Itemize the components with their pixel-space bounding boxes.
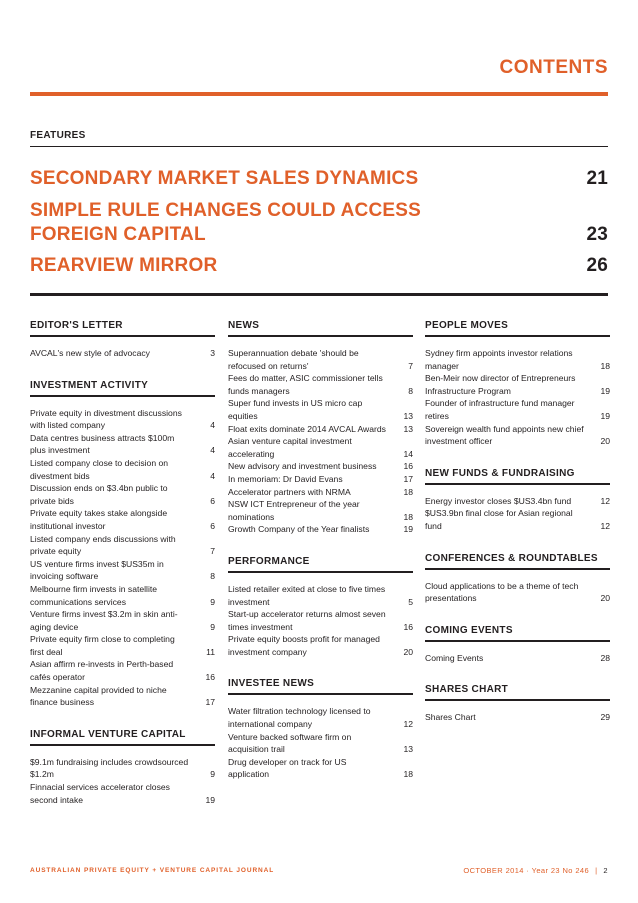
footer-page-number: 2	[603, 866, 608, 875]
section-shares-chart	[425, 684, 610, 724]
toc-entry-title: Asian venture capital investment accelerating	[228, 436, 352, 459]
section-heading: PERFORMANCE	[228, 556, 413, 573]
toc-entry[interactable]	[425, 372, 610, 397]
toc-entry-page: 3	[210, 348, 215, 358]
toc-entry-page: 8	[408, 385, 413, 396]
toc-entry[interactable]	[30, 407, 215, 432]
toc-entry-title: Private equity firm close to completing first deal	[30, 634, 175, 657]
toc-entry-page: 17	[403, 473, 413, 484]
toc-entry-page: 19	[600, 410, 610, 421]
toc-entry-page: 14	[403, 448, 413, 459]
features-divider	[30, 146, 608, 147]
toc-entry[interactable]	[30, 432, 215, 457]
section-heading: INVESTMENT ACTIVITY	[30, 380, 215, 397]
toc-entry-title: Discussion ends on $3.4bn public to private bids	[30, 483, 168, 506]
footer-separator: |	[595, 866, 598, 875]
contents-column-1	[30, 320, 215, 826]
toc-entry[interactable]	[30, 583, 215, 608]
toc-entry-page: 18	[403, 486, 413, 497]
toc-entry[interactable]	[30, 482, 215, 507]
toc-entry-title: Listed company close to decision on divestment bids	[30, 457, 169, 481]
toc-entry-page: 19	[205, 794, 215, 805]
toc-entry-title: In memoriam: Dr David Evans	[228, 473, 343, 484]
toc-entry[interactable]	[228, 731, 413, 756]
toc-entry-title: Private equity boosts profit for managed investment company	[228, 634, 380, 657]
toc-entry-title: Asian affirm re-invests in Perth-based cafés operator	[30, 659, 174, 683]
toc-entry-page: 5	[408, 596, 413, 607]
section-heading: INFORMAL VENTURE CAPITAL	[30, 729, 215, 746]
toc-entry-title: Listed retailer exited at close to five times investment	[228, 583, 386, 607]
toc-entry-page: 7	[408, 360, 413, 371]
toc-entry-title: Venture firms invest $3.2m in skin anti-aging device	[30, 609, 178, 632]
toc-entry-page: 19	[403, 524, 413, 535]
section-new-funds-and-fundraising	[425, 468, 610, 533]
toc-entry-title: Listed company ends discussions with private equity	[30, 533, 176, 557]
toc-entry[interactable]	[425, 423, 610, 448]
section-investee-news	[228, 678, 413, 781]
footer-issue: OCTOBER 2014 · Year 23 No 246	[463, 866, 590, 875]
toc-entry-page: 13	[403, 744, 413, 755]
toc-entry[interactable]	[228, 435, 413, 460]
feature-title: SECONDARY MARKET SALES DYNAMICS	[30, 168, 419, 189]
contents-column-3	[425, 320, 610, 744]
toc-entry-title: Float exits dominate 2014 AVCAL Awards	[228, 423, 386, 434]
toc-entry-title: Private equity takes stake alongside institutional investor	[30, 508, 168, 531]
toc-entry-page: 4	[210, 470, 215, 481]
section-conferences-and-roundtables	[425, 553, 610, 605]
toc-entry[interactable]	[228, 486, 413, 499]
toc-entry-title: Start-up accelerator returns almost seven times investment	[228, 609, 386, 632]
toc-entry-page: 16	[205, 672, 215, 683]
toc-entry-page: 13	[403, 410, 413, 421]
toc-entry-page: 19	[600, 385, 610, 396]
toc-entry-title: Accelerator partners with NRMA	[228, 486, 351, 497]
toc-entry-title: Coming Events	[425, 652, 484, 663]
toc-entry-title: $US3.9bn final close for Asian regional fund	[425, 508, 573, 531]
toc-entry[interactable]	[30, 558, 215, 583]
toc-entry-title: Superannuation debate 'should be refocused on returns'	[228, 348, 359, 371]
feature-item[interactable]	[30, 199, 608, 247]
section-heading: NEW FUNDS & FUNDRAISING	[425, 468, 610, 485]
title-divider	[30, 92, 608, 96]
toc-entry-page: 18	[403, 769, 413, 780]
toc-entry[interactable]	[30, 781, 215, 806]
page-title: CONTENTS	[499, 57, 608, 78]
section-informal-venture-capital	[30, 729, 215, 806]
toc-entry-title: Growth Company of the Year finalists	[228, 524, 370, 535]
toc-entry[interactable]	[228, 460, 413, 473]
toc-entry-title: Sydney firm appoints investor relations manager	[425, 348, 573, 371]
toc-entry[interactable]	[30, 756, 215, 781]
toc-entry-title: Mezzanine capital provided to niche finance business	[30, 684, 167, 708]
toc-entry-page: 17	[205, 697, 215, 708]
toc-entry[interactable]	[30, 507, 215, 532]
toc-entry-page: 18	[403, 511, 413, 522]
section-heading: PEOPLE MOVES	[425, 320, 610, 337]
toc-entry-page: 6	[210, 495, 215, 506]
toc-entry[interactable]	[228, 473, 413, 486]
toc-entry-title: Ben-Meir now director of Entrepreneurs Infrastructure Program	[425, 373, 576, 396]
toc-entry-page: 13	[403, 423, 413, 434]
feature-page-number: 26	[586, 255, 608, 276]
toc-entry[interactable]	[425, 397, 610, 422]
section-editor-s-letter	[30, 320, 215, 360]
toc-entry[interactable]	[30, 347, 215, 360]
toc-entry-page: 11	[206, 646, 215, 657]
toc-entry[interactable]	[228, 347, 413, 372]
toc-entry[interactable]	[228, 583, 413, 608]
toc-entry[interactable]	[228, 523, 413, 536]
toc-entry[interactable]	[425, 347, 610, 372]
toc-entry-page: 8	[210, 571, 215, 582]
toc-entry-page: 20	[403, 646, 413, 657]
toc-entry[interactable]	[425, 652, 610, 665]
toc-entry-page: 12	[403, 719, 413, 730]
toc-entry[interactable]	[228, 608, 413, 633]
feature-item[interactable]	[30, 167, 608, 191]
section-performance	[228, 556, 413, 659]
toc-entry-title: Sovereign wealth fund appoints new chief investment officer	[425, 423, 584, 447]
toc-entry-page: 4	[210, 445, 215, 456]
toc-entry-page: 7	[210, 546, 215, 557]
toc-entry-title: Fees do matter, ASIC commissioner tells funds managers	[228, 373, 383, 396]
toc-entry[interactable]	[228, 423, 413, 436]
toc-entry[interactable]	[425, 507, 610, 532]
toc-entry-title: NSW ICT Entrepreneur of the year nominations	[228, 499, 360, 522]
toc-entry[interactable]	[228, 756, 413, 781]
toc-entry-page: 20	[600, 436, 610, 447]
footer-publication: AUSTRALIAN PRIVATE EQUITY + VENTURE CAPITAL JOURNAL	[30, 867, 275, 874]
toc-entry[interactable]	[228, 633, 413, 658]
toc-entry-page: 18	[600, 360, 610, 371]
toc-entry-title: Venture backed software firm on acquisition trail	[228, 731, 352, 755]
toc-entry[interactable]	[228, 397, 413, 422]
features-label: FEATURES	[30, 130, 86, 141]
toc-entry-page: 9	[210, 621, 215, 632]
section-heading: NEWS	[228, 320, 413, 337]
section-heading: SHARES CHART	[425, 684, 610, 701]
feature-title: SIMPLE RULE CHANGES COULD ACCESS FOREIGN CAPITAL	[30, 200, 422, 245]
toc-entry-title: Water filtration technology licensed to international company	[228, 706, 371, 730]
section-heading: CONFERENCES & ROUNDTABLES	[425, 553, 610, 570]
section-heading: COMING EVENTS	[425, 625, 610, 642]
toc-entry[interactable]	[30, 633, 215, 658]
toc-entry-page: 16	[403, 461, 413, 472]
feature-item[interactable]	[30, 254, 608, 278]
toc-entry[interactable]	[30, 658, 215, 683]
toc-entry-page: 6	[210, 520, 215, 531]
toc-entry[interactable]	[30, 608, 215, 633]
section-people-moves	[425, 320, 610, 448]
toc-entry-title: Finnacial services accelerator closes second intake	[30, 782, 170, 805]
section-coming-events	[425, 625, 610, 665]
toc-entry-title: Super fund invests in US micro cap equities	[228, 398, 363, 421]
toc-entry-title: US venture firms invest $US35m in invoicing software	[30, 558, 164, 582]
features-bottom-divider	[30, 293, 608, 296]
toc-entry[interactable]	[228, 498, 413, 523]
toc-entry[interactable]	[425, 495, 610, 508]
toc-entry[interactable]	[30, 457, 215, 482]
toc-entry-title: Data centres business attracts $100m plus investment	[30, 432, 175, 456]
toc-entry[interactable]	[425, 711, 610, 724]
section-heading: EDITOR'S LETTER	[30, 320, 215, 337]
toc-entry-title: Energy investor closes $US3.4bn fund	[425, 495, 572, 506]
toc-entry[interactable]	[228, 372, 413, 397]
section-news	[228, 320, 413, 536]
toc-entry-page: 28	[600, 652, 610, 663]
toc-entry-title: New advisory and investment business	[228, 461, 377, 472]
toc-entry-page: 29	[600, 712, 610, 723]
contents-column-2	[228, 320, 413, 801]
toc-entry-title: Cloud applications to be a theme of tech presentations	[425, 580, 579, 604]
toc-entry-page: 12	[600, 495, 610, 506]
toc-entry-page: 4	[210, 420, 215, 431]
toc-entry-title: Shares Chart	[425, 712, 476, 723]
footer-issue-info	[463, 866, 608, 875]
section-investment-activity	[30, 380, 215, 709]
toc-entry-page: 9	[210, 596, 215, 607]
toc-entry-title: Melbourne firm invests in satellite communications services	[30, 583, 158, 607]
toc-entry-title: Drug developer on track for US application	[228, 756, 347, 780]
toc-entry-page: 20	[600, 593, 610, 604]
toc-entry-title: Private equity in divestment discussions with listed company	[30, 407, 182, 431]
feature-page-number: 23	[586, 224, 608, 245]
toc-entry[interactable]	[30, 684, 215, 709]
toc-entry[interactable]	[228, 705, 413, 730]
toc-entry-page: 16	[403, 621, 413, 632]
section-heading: INVESTEE NEWS	[228, 678, 413, 695]
toc-entry-title: $9.1m fundraising includes crowdsourced $1.2m	[30, 756, 189, 780]
toc-entry-page: 12	[600, 520, 610, 531]
feature-page-number: 21	[586, 168, 608, 189]
toc-entry[interactable]	[30, 533, 215, 558]
feature-title: REARVIEW MIRROR	[30, 255, 218, 276]
toc-entry-title: AVCAL's new style of advocacy	[30, 348, 150, 358]
toc-entry-page: 9	[210, 769, 215, 780]
toc-entry[interactable]	[425, 580, 610, 605]
toc-entry-title: Founder of infrastructure fund manager retires	[425, 398, 575, 421]
